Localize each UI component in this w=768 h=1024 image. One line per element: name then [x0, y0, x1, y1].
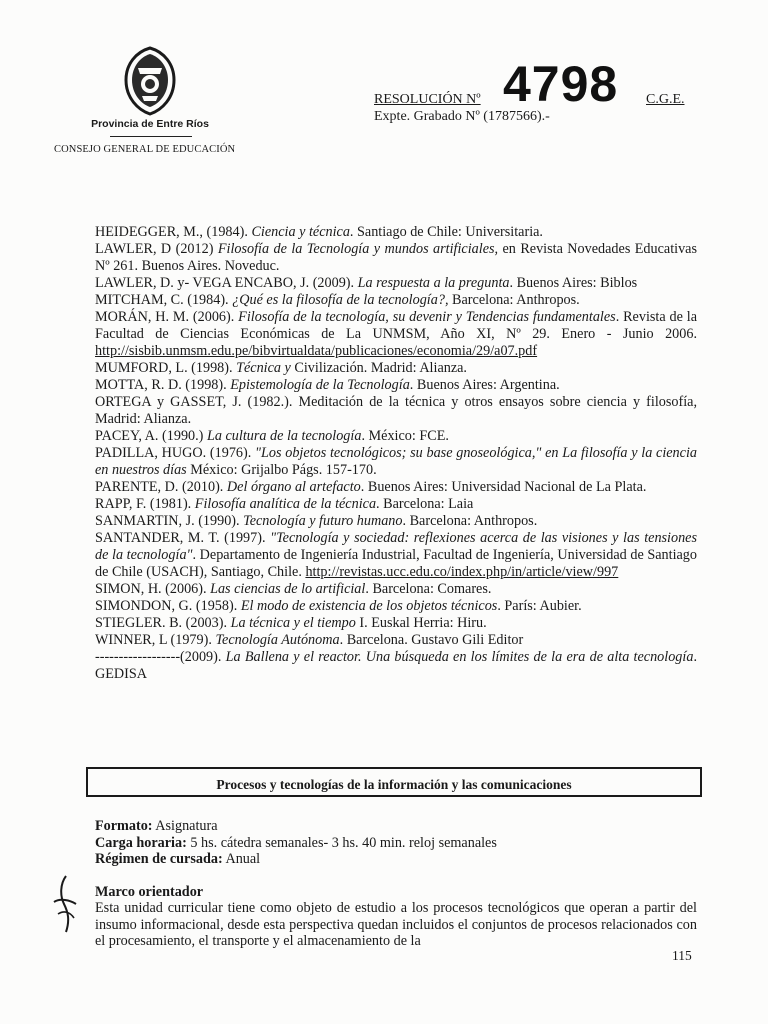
entry-details: . París: Aubier.: [497, 598, 582, 614]
course-info: [95, 818, 697, 868]
entry-details: México: Grijalbo Págs. 157-170.: [186, 462, 377, 478]
province-divider: [110, 136, 192, 137]
format-line: [95, 818, 697, 835]
entry-author: LAWLER, D. y- VEGA ENCABO, J. (2009).: [95, 275, 358, 291]
format-label: Formato:: [95, 818, 153, 834]
entry-author: ------------------(2009).: [95, 649, 226, 665]
entry-author: PARENTE, D. (2010).: [95, 479, 227, 495]
entry-details: . México: FCE.: [361, 428, 449, 444]
regime-line: [95, 851, 697, 868]
expediente-number: Expte. Grabado Nº (1787566).-: [374, 109, 550, 124]
entry-title: Del órgano al artefacto: [226, 479, 361, 495]
entry-details: . Buenos Aires: Biblos: [509, 275, 638, 291]
resolution-suffix: C.G.E.: [646, 92, 685, 107]
bibliography-entry: [95, 394, 697, 428]
entry-author: SANMARTIN, J. (1990).: [95, 513, 244, 529]
entry-details: . Barcelona: Comares.: [365, 581, 492, 597]
entry-author: PADILLA, HUGO. (1976).: [95, 445, 256, 461]
province-name: Provincia de Entre Ríos: [91, 118, 209, 130]
entry-details: Civilización. Madrid: Alianza.: [290, 360, 467, 376]
entry-author: LAWLER, D (2012): [95, 241, 218, 257]
entry-details: I. Euskal Herria: Hiru.: [355, 615, 487, 631]
entry-details: . Barcelona. Gustavo Gili Editor: [339, 632, 524, 648]
workload-line: [95, 835, 697, 852]
handwritten-signature-icon: [50, 874, 80, 934]
entry-details: . Barcelona: Laia: [376, 496, 474, 512]
entry-details: Barcelona: Anthropos.: [448, 292, 580, 308]
entry-details: . Revista de la Facultad de Ciencias Económicas de La UNMSM, Año XI, Nº 29. Enero - Junio 2006.: [95, 309, 698, 342]
entry-title: La técnica y el tiempo: [230, 615, 356, 631]
entry-author: SANTANDER, M. T. (1997).: [95, 530, 271, 546]
entry-title: El modo de existencia de los objetos técnicos: [240, 598, 498, 614]
bibliography-entry: [95, 377, 697, 394]
entry-title: La cultura de la tecnología: [206, 428, 362, 444]
entry-author: SIMON, H. (2006).: [95, 581, 211, 597]
entry-details: . Santiago de Chile: Universitaria.: [349, 224, 543, 240]
entry-author: STIEGLER. B. (2003).: [95, 615, 231, 631]
bibliography-entry: [95, 632, 697, 649]
entry-title: Filosofía analítica de la técnica: [194, 496, 377, 512]
bibliography-entry: [95, 530, 697, 581]
entry-link[interactable]: http://revistas.ucc.edu.co/index.php/in/article/view/997: [305, 564, 619, 580]
entry-title: Técnica y: [236, 360, 291, 376]
entry-author: WINNER, L (1979).: [95, 632, 216, 648]
bibliography-entry: [95, 649, 697, 683]
entry-author: PACEY, A. (1990.): [95, 428, 207, 444]
format-value: Asignatura: [152, 818, 218, 834]
council-name: CONSEJO GENERAL DE EDUCACIÓN: [54, 144, 236, 155]
bibliography-entry: [95, 360, 697, 377]
regime-value: Anual: [222, 851, 261, 867]
bibliography-entry: [95, 309, 697, 360]
regime-label: Régimen de cursada:: [95, 851, 223, 867]
resolution-label: RESOLUCIÓN Nº: [374, 92, 481, 107]
entry-details: . GEDISA: [95, 649, 697, 682]
entry-title: ¿Qué es la filosofía de la tecnología?,: [232, 292, 449, 308]
entry-author: RAPP, F. (1981).: [95, 496, 195, 512]
bibliography-entry: [95, 598, 697, 615]
marco-body: Esta unidad curricular tiene como objeto de estudio a los procesos tecnológicos que operan a partir del insumo informacional, desde esta perspectiva quedan incluidos el conjuntos de procesos relacionados con el procesamiento, el transporte y el almacenamiento de la: [95, 900, 697, 950]
entry-details: . Buenos Aires: Argentina.: [409, 377, 560, 393]
entry-title: "Tecnología y sociedad: reflexiones acerca de las visiones y las tensiones de la tecnología": [95, 530, 698, 563]
bibliography-list: [95, 224, 697, 683]
bibliography-entry: [95, 275, 697, 292]
marco-heading: Marco orientador: [95, 884, 204, 900]
bibliography-entry: [95, 428, 697, 445]
bibliography-entry: [95, 513, 697, 530]
coat-of-arms-icon: [120, 44, 180, 116]
bibliography-entry: [95, 581, 697, 598]
bibliography-entry: [95, 445, 697, 479]
bibliography-entry: [95, 496, 697, 513]
bibliography-entry: [95, 479, 697, 496]
entry-title: La Ballena y el reactor. Una búsqueda en los límites de la era de alta tecnología: [225, 649, 694, 665]
section-title: Procesos y tecnologías de la información y las comunicaciones: [216, 777, 572, 792]
workload-value: 5 hs. cátedra semanales- 3 hs. 40 min. reloj semanales: [186, 834, 497, 851]
resolution-number: 4798: [503, 56, 619, 112]
entry-details: . Departamento de Ingeniería Industrial, Facultad de Ingeniería, Universidad de Santiago de Chile (USACH), Santiago, Chile.: [95, 547, 697, 580]
bibliography-entry: [95, 615, 697, 632]
bibliography-entry: [95, 292, 697, 309]
entry-author: MITCHAM, C. (1984).: [95, 292, 233, 308]
bibliography-entry: [95, 224, 697, 241]
entry-title: Las ciencias de lo artificial: [210, 581, 366, 597]
entry-title: Tecnología Autónoma: [215, 632, 340, 648]
entry-title: Filosofía de la Tecnología y mundos artificiales,: [217, 241, 499, 257]
entry-title: Ciencia y técnica: [251, 224, 350, 240]
page-number: 115: [672, 948, 692, 963]
entry-details: . Buenos Aires: Universidad Nacional de La Plata.: [360, 479, 647, 495]
entry-title: La respuesta a la pregunta: [357, 275, 510, 291]
entry-author: HEIDEGGER, M., (1984).: [95, 224, 252, 240]
entry-title: "Los objetos tecnológicos; su base gnoseológica," en La filosofía y la ciencia en nuestros días: [95, 445, 697, 478]
entry-title: Epistemología de la Tecnología: [230, 377, 410, 393]
entry-author: MOTTA, R. D. (1998).: [95, 377, 231, 393]
bibliography-entry: [95, 241, 697, 275]
entry-title: Tecnología y futuro humano: [243, 513, 403, 529]
entry-author: ORTEGA y GASSET, J. (1982.). Meditación de la técnica y otros ensayos sobre ciencia y filosofía, Madrid: Alianza.: [95, 394, 697, 427]
entry-author: SIMONDON, G. (1958).: [95, 598, 241, 614]
entry-link[interactable]: http://sisbib.unmsm.edu.pe/bibvirtualdata/publicaciones/economia/29/a07.pdf: [95, 343, 538, 359]
entry-details: . Barcelona: Anthropos.: [402, 513, 538, 529]
workload-label: Carga horaria:: [95, 834, 187, 851]
entry-author: MORÁN, H. M. (2006).: [95, 309, 239, 325]
entry-author: MUMFORD, L. (1998).: [95, 360, 237, 376]
entry-title: Filosofía de la tecnología, su devenir y Tendencias fundamentales: [238, 309, 616, 325]
section-header-box: [86, 767, 702, 797]
entry-details: en Revista Novedades Educativas Nº 261. Buenos Aires. Noveduc.: [95, 241, 698, 274]
